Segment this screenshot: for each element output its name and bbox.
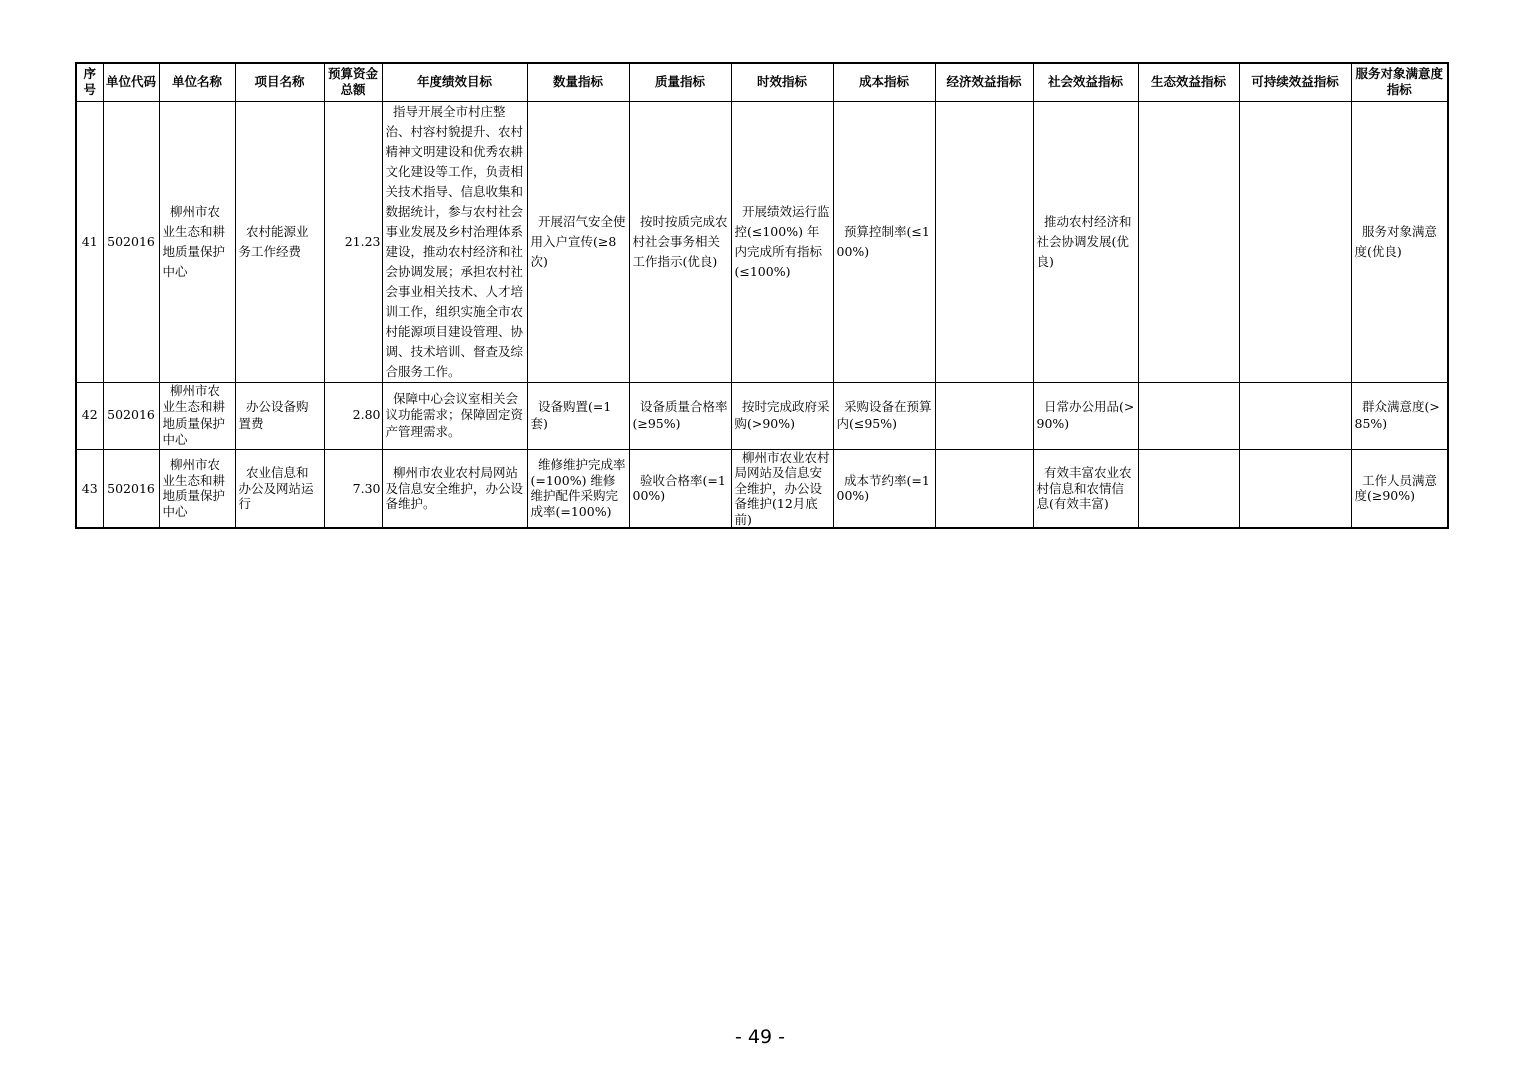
header-cost-indicator: 成本指标: [833, 63, 935, 101]
header-economic-benefit: 经济效益指标: [935, 63, 1033, 101]
cell-seq: 42: [76, 382, 103, 449]
cell-unit-code: 502016: [103, 449, 159, 528]
header-ecological-benefit: 生态效益指标: [1138, 63, 1239, 101]
cell-sustainable-benefit: [1239, 382, 1351, 449]
header-quality-indicator: 质量指标: [629, 63, 731, 101]
cell-timeliness-indicator: 开展绩效运行监控(≤100%) 年内完成所有指标(≤100%): [731, 101, 833, 382]
cell-annual-target: 柳州市农业农村局网站及信息安全维护，办公设备维护。: [382, 449, 527, 528]
cell-economic-benefit: [935, 449, 1033, 528]
cell-unit-name: 柳州市农业生态和耕地质量保护中心: [159, 101, 235, 382]
cell-satisfaction: 工作人员满意度(≥90%): [1351, 449, 1448, 528]
cell-seq: 43: [76, 449, 103, 528]
cell-unit-code: 502016: [103, 101, 159, 382]
cell-ecological-benefit: [1138, 101, 1239, 382]
table-row-43: [76, 449, 1448, 528]
cell-satisfaction: 群众满意度(>85%): [1351, 382, 1448, 449]
cell-annual-target: 保障中心会议室相关会议功能需求；保障固定资产管理需求。: [382, 382, 527, 449]
cell-social-benefit: 推动农村经济和社会协调发展(优良): [1033, 101, 1138, 382]
header-seq: 序号: [76, 63, 103, 101]
cell-quality-indicator: 按时按质完成农村社会事务相关工作指示(优良): [629, 101, 731, 382]
cell-seq: 41: [76, 101, 103, 382]
cell-quantity-indicator: 维修维护完成率(=100%) 维修维护配件采购完成率(=100%): [527, 449, 629, 528]
header-timeliness-indicator: 时效指标: [731, 63, 833, 101]
cell-cost-indicator: 成本节约率(=100%): [833, 449, 935, 528]
header-project-name: 项目名称: [235, 63, 324, 101]
cell-economic-benefit: [935, 382, 1033, 449]
header-annual-target: 年度绩效目标: [382, 63, 527, 101]
cell-social-benefit: 有效丰富农业农村信息和农情信息(有效丰富): [1033, 449, 1138, 528]
performance-indicator-table: [75, 62, 1449, 529]
cell-project-name: 农村能源业务工作经费: [235, 101, 324, 382]
cell-budget: 7.30: [324, 449, 382, 528]
table-row-41: [76, 101, 1448, 382]
cell-quantity-indicator: 开展沼气安全使用入户宣传(≥8次): [527, 101, 629, 382]
cell-unit-code: 502016: [103, 382, 159, 449]
cell-unit-name: 柳州市农业生态和耕地质量保护中心: [159, 382, 235, 449]
cell-sustainable-benefit: [1239, 101, 1351, 382]
cell-unit-name: 柳州市农业生态和耕地质量保护中心: [159, 449, 235, 528]
cell-sustainable-benefit: [1239, 449, 1351, 528]
header-social-benefit: 社会效益指标: [1033, 63, 1138, 101]
cell-quantity-indicator: 设备购置(=1套): [527, 382, 629, 449]
cell-timeliness-indicator: 柳州市农业农村局网站及信息安全维护，办公设备维护(12月底前): [731, 449, 833, 528]
cell-ecological-benefit: [1138, 382, 1239, 449]
header-budget-total: 预算资金总额: [324, 63, 382, 101]
cell-timeliness-indicator: 按时完成政府采购(>90%): [731, 382, 833, 449]
cell-cost-indicator: 预算控制率(≤100%): [833, 101, 935, 382]
cell-ecological-benefit: [1138, 449, 1239, 528]
cell-project-name: 办公设备购置费: [235, 382, 324, 449]
cell-budget: 21.23: [324, 101, 382, 382]
cell-satisfaction: 服务对象满意度(优良): [1351, 101, 1448, 382]
header-unit-name: 单位名称: [159, 63, 235, 101]
header-satisfaction: 服务对象满意度指标: [1351, 63, 1448, 101]
cell-cost-indicator: 采购设备在预算内(≤95%): [833, 382, 935, 449]
page-number: - 49 -: [735, 1026, 785, 1048]
header-row: [76, 63, 1448, 101]
table-row-42: [76, 382, 1448, 449]
cell-quality-indicator: 验收合格率(=100%): [629, 449, 731, 528]
cell-quality-indicator: 设备质量合格率(≥95%): [629, 382, 731, 449]
header-unit-code: 单位代码: [103, 63, 159, 101]
header-quantity-indicator: 数量指标: [527, 63, 629, 101]
header-sustainable-benefit: 可持续效益指标: [1239, 63, 1351, 101]
cell-economic-benefit: [935, 101, 1033, 382]
cell-project-name: 农业信息和办公及网站运行: [235, 449, 324, 528]
cell-annual-target: 指导开展全市村庄整治、村容村貌提升、农村精神文明建设和优秀农耕文化建设等工作，负责相关技术指导、信息收集和数据统计，参与农村社会事业发展及乡村治理体系建设，推动农村经济和社会协调发展；承担农村社会事业相关技术、人才培训工作，组织实施全市农村能源项目建设管理、协调、技术培训、督查及综合服务工作。: [382, 101, 527, 382]
cell-budget: 2.80: [324, 382, 382, 449]
cell-social-benefit: 日常办公用品(>90%): [1033, 382, 1138, 449]
